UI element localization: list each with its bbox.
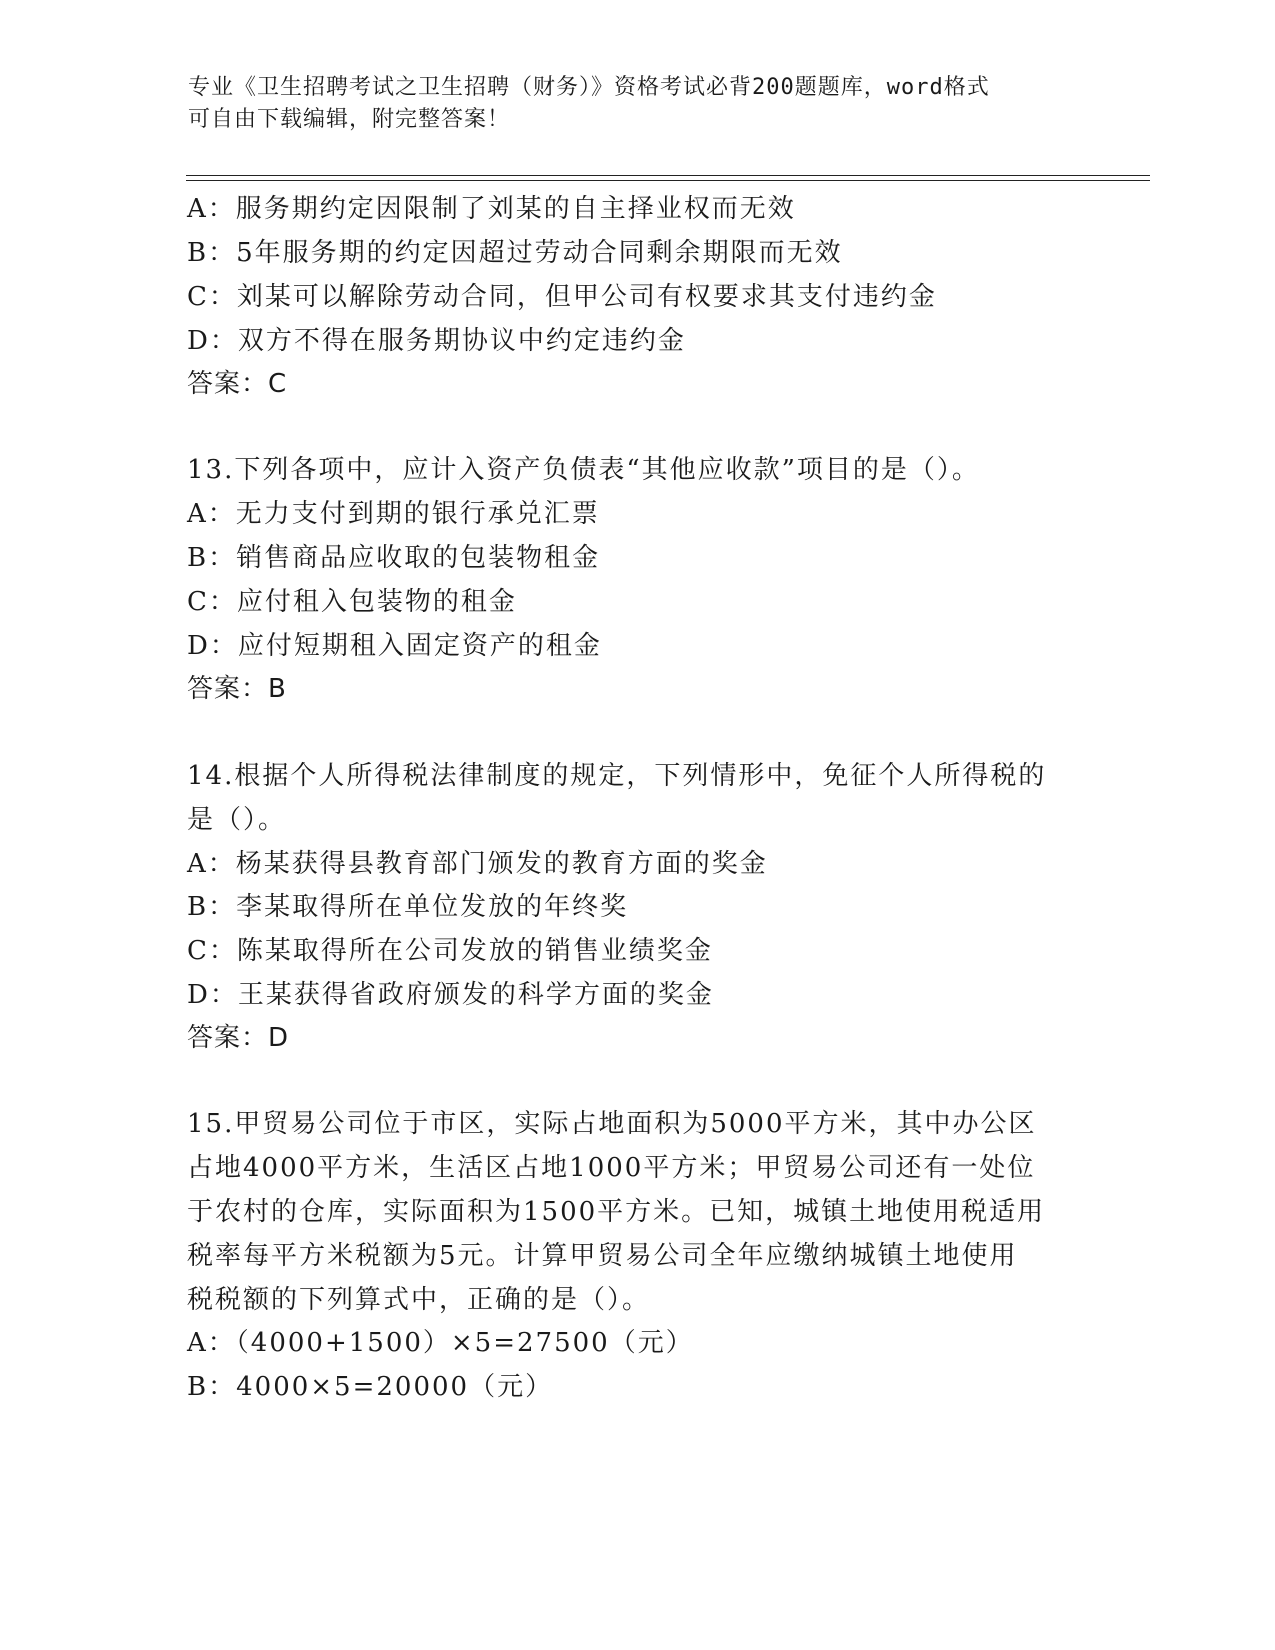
q13-option-c: C：应付租入包装物的租金 bbox=[187, 587, 517, 617]
q15-stem-line-2: 占地4000平方米，生活区占地1000平方米；甲贸易公司还有一处位 bbox=[187, 1153, 1036, 1183]
q14-option-d: D：王某获得省政府颁发的科学方面的奖金 bbox=[187, 980, 714, 1010]
header-rule-bottom bbox=[186, 180, 1150, 181]
q13-option-a: A：无力支付到期的银行承兑汇票 bbox=[187, 499, 600, 529]
q14-option-a: A：杨某获得县教育部门颁发的教育方面的奖金 bbox=[187, 849, 768, 879]
q14-option-b: B：李某取得所在单位发放的年终奖 bbox=[187, 892, 629, 922]
q13-answer: 答案：B bbox=[187, 674, 287, 704]
q15-stem-line-1: 15.甲贸易公司位于市区，实际占地面积为5000平方米，其中办公区 bbox=[187, 1109, 1037, 1139]
header-line-1: 专业《卫生招聘考试之卫生招聘（财务）》资格考试必背200题题库，word格式 bbox=[188, 75, 990, 100]
q13-option-b: B：销售商品应收取的包装物租金 bbox=[187, 543, 601, 573]
q15-option-a: A：（4000+1500）×5=27500（元） bbox=[187, 1328, 694, 1358]
q15-stem-line-5: 税税额的下列算式中，正确的是（）。 bbox=[187, 1285, 651, 1315]
q12-answer: 答案：C bbox=[187, 369, 288, 399]
document-header bbox=[188, 72, 1068, 136]
q14-stem-line-1: 14.根据个人所得税法律制度的规定，下列情形中，免征个人所得税的 bbox=[187, 761, 1047, 791]
header-line-2: 可自由下载编辑，附完整答案！ bbox=[188, 107, 511, 132]
q12-option-b: B：5年服务期的约定因超过劳动合同剩余期限而无效 bbox=[187, 238, 843, 268]
q12-option-c: C：刘某可以解除劳动合同，但甲公司有权要求其支付违约金 bbox=[187, 282, 937, 312]
q12-option-d: D：双方不得在服务期协议中约定违约金 bbox=[187, 326, 686, 356]
q14-answer: 答案：D bbox=[187, 1023, 290, 1053]
q15-option-b: B：4000×5=20000（元） bbox=[187, 1372, 554, 1402]
q12-option-a: A：服务期约定因限制了刘某的自主择业权而无效 bbox=[187, 194, 796, 224]
q15-stem-line-3: 于农村的仓库，实际面积为1500平方米。已知，城镇土地使用税适用 bbox=[187, 1197, 1046, 1227]
header-rule-top bbox=[186, 175, 1150, 176]
q15-stem-line-4: 税率每平方米税额为5元。计算甲贸易公司全年应缴纳城镇土地使用 bbox=[187, 1241, 1018, 1271]
q14-stem-line-2: 是（）。 bbox=[187, 805, 287, 835]
q13-stem: 13.下列各项中，应计入资产负债表“其他应收款”项目的是（）。 bbox=[187, 455, 980, 485]
q13-option-d: D：应付短期租入固定资产的租金 bbox=[187, 631, 602, 661]
q14-option-c: C：陈某取得所在公司发放的销售业绩奖金 bbox=[187, 936, 713, 966]
